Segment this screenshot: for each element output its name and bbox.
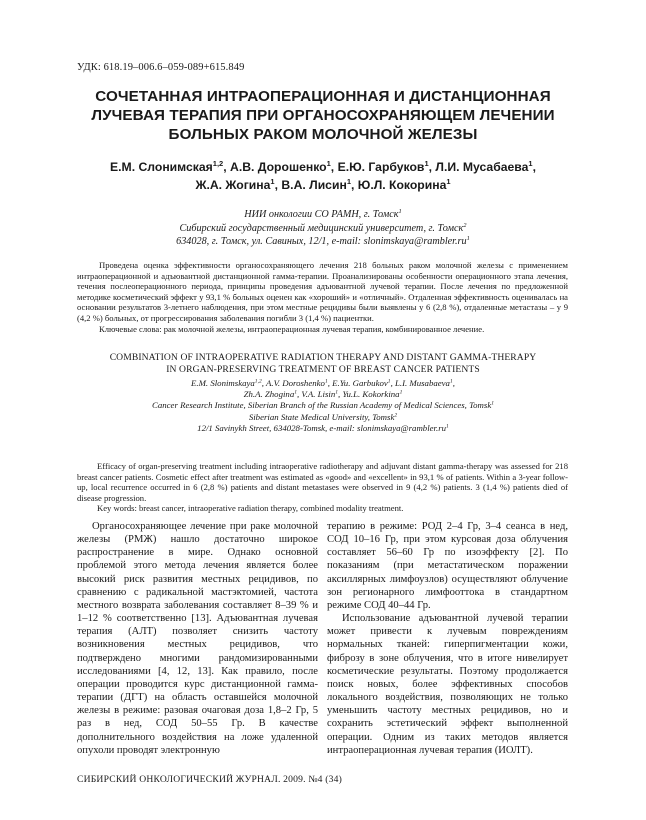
english-author-line: Zh.A. Zhogina$^1$, V.A. Lisin$^1$, Yu.L. Kokorkina$^1$ <box>243 389 403 400</box>
body-paragraph: Использование адъювантной лучевой терапии может привести к лучевым повреждениям нормальных тканей: гиперпигментации кожи, фиброзу в зоне облучения, что в итоге нивелирует косметические результаты. Поэтому продолжается поиск новых, более эффективных способов локального воздействия, позволяющих не только уменьшить частоту местных рецидивов, но и сохранить эстетический эффект выполненной операции. Одним из таких методов является интраоперационная лучевая терапия (ИОЛТ). <box>327 613 568 756</box>
english-keywords: Key words: breast cancer, intraoperative radiation therapy, combined modality treatment. <box>97 503 404 514</box>
author-name: Е.Ю. Гарбуков <box>337 160 425 174</box>
author-list <box>60 158 586 194</box>
author-affil-mark: 1,2 <box>212 159 224 168</box>
english-affiliation-line: Siberian State Medical University, Tomsk$^2$ <box>248 411 398 422</box>
title-line: СОЧЕТАННАЯ ИНТРАОПЕРАЦИОННАЯ И ДИСТАНЦИОННАЯ <box>95 88 551 105</box>
title-line: ЛУЧЕВАЯ ТЕРАПИЯ ПРИ ОРГАНОСОХРАНЯЮЩЕМ ЛЕЧЕНИИ <box>91 107 555 124</box>
author-separator: , <box>330 160 338 174</box>
author-separator: , <box>350 178 358 192</box>
author-affil-mark: 1 <box>346 177 351 186</box>
body-paragraph: терапию в режиме: РОД 2–4 Гр, 3–4 сеанса в нед, СОД 10–16 Гр, при этом курсовая доза облучения составляет 56–60 Гр по изоэффекту [2]. По показаниям (при метастатическом поражении аксиллярных лимфоузлов) осуществляют облучение зон регионарного лимфооттока в стандартном режиме СОД 40–44 Гр. <box>327 521 568 611</box>
author-separator: , <box>223 160 231 174</box>
body-column-left <box>77 520 318 757</box>
english-title-line: IN ORGAN-PRESERVING TREATMENT OF BREAST CANCER PATIENTS <box>166 363 480 375</box>
body-column-right <box>327 520 568 757</box>
english-title-line: COMBINATION OF INTRAOPERATIVE RADIATION THERAPY AND DISTANT GAMMA-THERAPY <box>109 352 537 363</box>
body-paragraph: Органосохраняющее лечение при раке молочной железы (РМЖ) нашло достаточно широкое распространение в мире. Однако основной проблемой этого метода лечения является более высокий риск развития местных рецидивов, по сравнению с радикальной мастэктомией, частота местного возврата заболевания составляет 8–39 % и 1–12 % соответственно [13]. Адъювантная лучевая терапия (АЛТ) позволяет снизить частоту возникновения местных рецидивов, что подтверждено многими рандомизированными исследованиями [4, 12, 13]. Как правило, после операции проводится курс дистанционной гамма-терапии (ДГТ) на область оставшейся молочной железы в режиме: разовая очаговая доза 1,8–2 Гр, 5 раз в нед, СОД 50–55 Гр. В качестве дополнительного воздействия на ложе удаленной опухоли проводят электронную <box>77 521 318 756</box>
abstract-russian <box>77 260 568 334</box>
author-affil-mark: 1 <box>528 159 533 168</box>
keywords: Ключевые слова: рак молочной железы, интраоперационная лучевая терапия, комбинированное лечение. <box>99 323 485 334</box>
author-affil-mark: 1 <box>446 177 451 186</box>
author-affil-mark: 1 <box>424 159 429 168</box>
english-address: 12/1 Savinykh Street, 634028-Tomsk, e-mail: $slonimskaya@rambler.ru^1$ <box>197 422 449 433</box>
author-name: В.А. Лисин <box>281 178 347 192</box>
author-affil-mark: 1 <box>326 159 331 168</box>
title-line: БОЛЬНЫХ РАКОМ МОЛОЧНОЙ ЖЕЛЕЗЫ <box>168 126 478 143</box>
author-name: Е.М. Слонимская <box>110 160 213 174</box>
affiliations <box>60 208 586 249</box>
article-title <box>60 87 586 144</box>
author-separator: , <box>532 160 536 174</box>
author-line <box>60 158 586 176</box>
author-name: А.В. Дорошенко <box>230 160 327 174</box>
author-name: Л.И. Мусабаева <box>435 160 529 174</box>
abstract-text: Проведена оценка эффективности органосохраняющего лечения 218 больных раком молочной железы с применением интраоперационной и адъювантной дистанционной гамма-терапии. Проанализированы особенности операционного этапа лечения, течения послеоперационного периода, принципы проведения адъювантной лучевой терапии. После лечения по предложенной методике косметический эффект у 93,1 % больных оценен как «хороший» и «отличный». Отдаленная эффективность оценивалась на основании результатов 3-летнего наблюдения, при этом местные рецидивы были выявлены у 6 (2,8 %), отдаленные метастазы – у 9 (4,2 %) больных, от прогрессирования заболевания погибли 3 (1,4 %) пациентки. <box>77 260 568 323</box>
affiliation-line: НИИ онкологии СО РАМН, г. Томск$^1$ <box>244 208 402 220</box>
author-affil-mark: 1 <box>270 177 275 186</box>
english-author-block <box>60 378 586 434</box>
affiliation-line: Сибирский государственный медицинский университет, г. Томск$^2$ <box>179 221 467 234</box>
english-author-line: E.M. Slonimskaya$^{1,2}$, A.V. Doroshenko$^1$, E.Yu. Garbukov$^1$, L.I. Musabaeva$^1$, <box>191 378 455 388</box>
author-line <box>60 176 586 194</box>
english-abstract-text: Efficacy of organ-preserving treatment including intraoperative radiotherapy and adjuvant distant gamma-therapy was assessed for 218 breast cancer patients. Cosmetic effect after treatment was estimated as «good» and «excellent» in 93,1 % of patients. Within a 3-year follow-up, local recurrence occurred in 6 (2,8 %) patients and distant metastases were observed in 9 (4,2 %) patients. 3 (1,4 %) patients died of disease progression. <box>77 461 568 503</box>
author-name: Ю.Л. Кокорина <box>357 178 447 192</box>
affiliation-address: 634028, г. Томск, ул. Савиных, 12/1, e-mail: $slonimskaya@rambler.ru^1$ <box>176 235 470 247</box>
english-title <box>60 352 586 375</box>
abstract-english <box>77 461 568 514</box>
udk-code: УДК: 618.19–006.6–059-089+615.849 <box>77 62 245 73</box>
author-separator: , <box>274 178 282 192</box>
english-affiliation-line: Cancer Research Institute, Siberian Branch of the Russian Academy of Medical Sciences, Tomsk$^1$ <box>151 400 495 411</box>
author-name: Ж.А. Жогина <box>195 178 271 192</box>
journal-footer: СИБИРСКИЙ ОНКОЛОГИЧЕСКИЙ ЖУРНАЛ. 2009. №4 (34) <box>77 774 343 785</box>
author-separator: , <box>428 160 436 174</box>
